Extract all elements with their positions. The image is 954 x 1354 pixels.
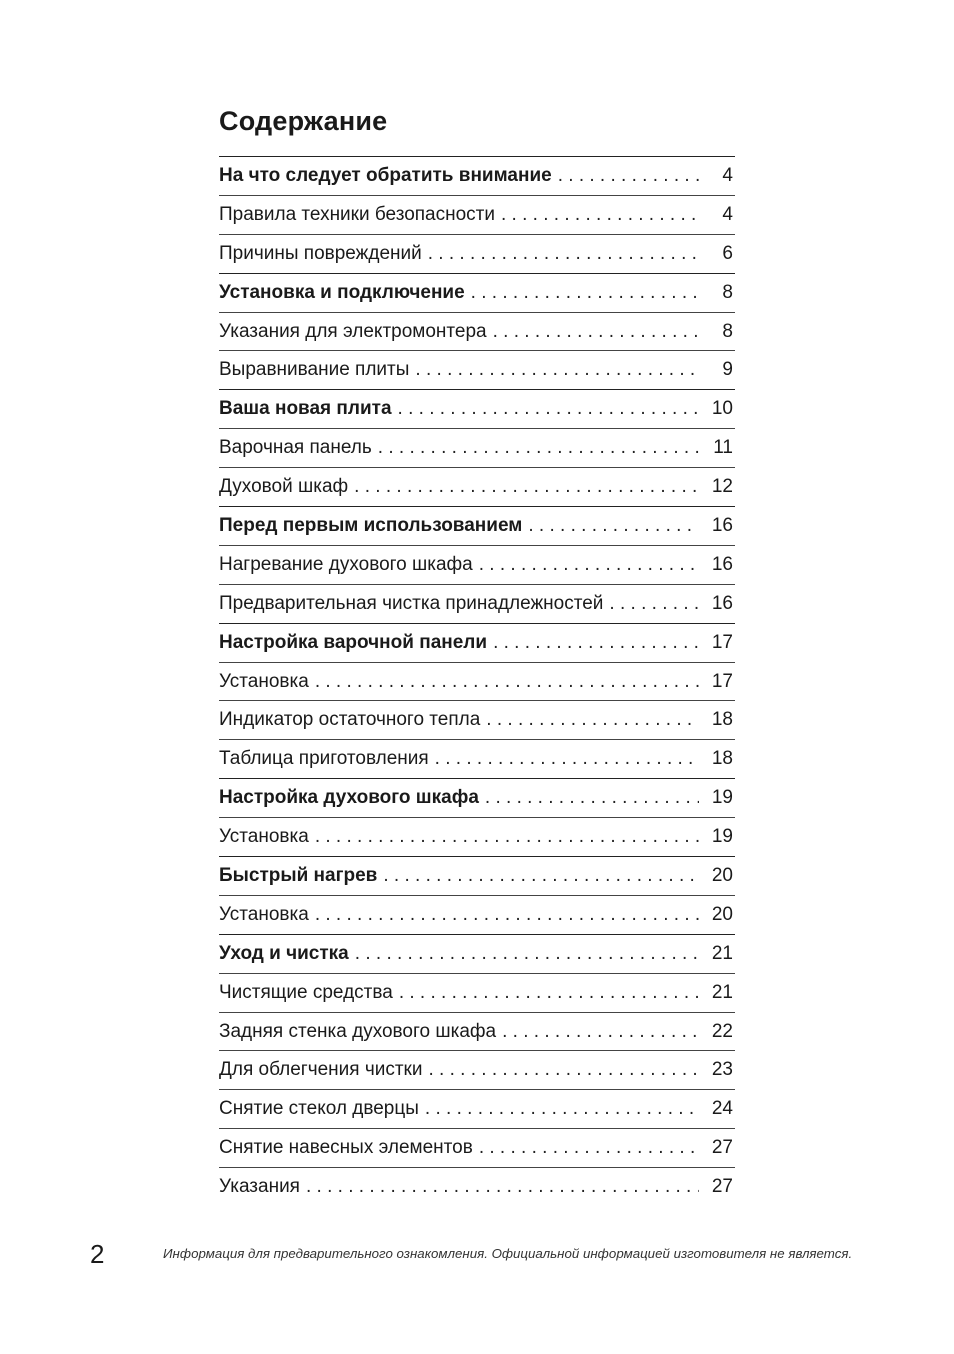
toc-entry-label: Указания для электромонтера bbox=[219, 320, 487, 342]
toc-leader-dots bbox=[528, 515, 699, 537]
toc-entry[interactable] bbox=[219, 739, 735, 778]
toc-entry-label: Предварительная чистка принадлежностей bbox=[219, 592, 604, 614]
toc-entry[interactable] bbox=[219, 623, 735, 662]
toc-entry-page: 11 bbox=[699, 437, 735, 459]
toc-leader-dots bbox=[398, 398, 699, 420]
toc-entry[interactable] bbox=[219, 895, 735, 934]
toc-entry-page: 21 bbox=[699, 943, 735, 965]
toc-entry-page: 20 bbox=[699, 904, 735, 926]
toc-leader-dots bbox=[493, 321, 699, 343]
footer-note: Информация для предварительного ознакомления. Официальной информацией изготовителя не является. bbox=[163, 1246, 853, 1261]
toc-entry-page: 16 bbox=[699, 515, 735, 537]
toc-entry[interactable] bbox=[219, 350, 735, 389]
toc-leader-dots bbox=[558, 165, 699, 187]
toc-leader-dots bbox=[435, 748, 699, 770]
toc-leader-dots bbox=[315, 904, 699, 926]
toc-entry[interactable] bbox=[219, 467, 735, 506]
toc-entry[interactable] bbox=[219, 506, 735, 545]
toc-entry-page: 10 bbox=[699, 398, 735, 420]
toc-entry[interactable] bbox=[219, 662, 735, 701]
toc-entry[interactable] bbox=[219, 1167, 735, 1206]
toc-entry-page: 24 bbox=[699, 1098, 735, 1120]
toc-leader-dots bbox=[315, 826, 699, 848]
toc-entry-label: Снятие навесных элементов bbox=[219, 1137, 473, 1159]
toc-entry-page: 4 bbox=[699, 165, 735, 187]
toc-entry-label: Установка bbox=[219, 903, 309, 925]
toc-entry-label: Установка и подключение bbox=[219, 281, 465, 303]
toc-entry-label: Причины повреждений bbox=[219, 242, 422, 264]
toc-entry-label: На что следует обратить внимание bbox=[219, 164, 552, 186]
toc-entry-page: 9 bbox=[699, 359, 735, 381]
toc-entry-page: 27 bbox=[699, 1137, 735, 1159]
toc-leader-dots bbox=[479, 554, 699, 576]
toc-entry-label: Варочная панель bbox=[219, 437, 372, 459]
toc-leader-dots bbox=[383, 865, 699, 887]
toc-entry-label: Задняя стенка духового шкафа bbox=[219, 1020, 497, 1042]
toc-entry-label: Выравнивание плиты bbox=[219, 359, 410, 381]
toc-entry[interactable] bbox=[219, 584, 735, 623]
toc-entry-page: 4 bbox=[699, 204, 735, 226]
toc-entry[interactable] bbox=[219, 817, 735, 856]
toc-entry-label: Правила техники безопасности bbox=[219, 203, 495, 225]
toc-leader-dots bbox=[399, 982, 699, 1004]
toc-leader-dots bbox=[609, 593, 699, 615]
toc-entry-page: 27 bbox=[699, 1176, 735, 1198]
toc-leader-dots bbox=[306, 1176, 699, 1198]
toc-entry[interactable] bbox=[219, 1128, 735, 1167]
toc-entry[interactable] bbox=[219, 195, 735, 234]
page-number: 2 bbox=[90, 1239, 105, 1269]
toc-leader-dots bbox=[485, 787, 699, 809]
toc-leader-dots bbox=[502, 1021, 699, 1043]
toc-entry-page: 16 bbox=[699, 593, 735, 615]
toc-entry-label: Установка bbox=[219, 670, 309, 692]
toc-leader-dots bbox=[493, 632, 699, 654]
toc-leader-dots bbox=[471, 282, 699, 304]
toc-leader-dots bbox=[378, 437, 699, 459]
toc-entry-page: 19 bbox=[699, 787, 735, 809]
toc-leader-dots bbox=[428, 243, 699, 265]
toc-entry-label: Быстрый нагрев bbox=[219, 864, 378, 886]
toc-entry[interactable] bbox=[219, 856, 735, 895]
toc-entry-page: 16 bbox=[699, 554, 735, 576]
toc-entry-page: 19 bbox=[699, 826, 735, 848]
toc-entry-page: 23 bbox=[699, 1059, 735, 1081]
toc-leader-dots bbox=[415, 359, 699, 381]
toc-leader-dots bbox=[425, 1098, 699, 1120]
toc-entry[interactable] bbox=[219, 934, 735, 973]
toc-entry[interactable] bbox=[219, 545, 735, 584]
toc-entry-page: 17 bbox=[699, 632, 735, 654]
toc-entry-label: Указания bbox=[219, 1176, 300, 1198]
toc-entry-label: Индикатор остаточного тепла bbox=[219, 709, 481, 731]
toc-entry[interactable] bbox=[219, 700, 735, 739]
toc-entry[interactable] bbox=[219, 389, 735, 428]
toc-entry[interactable] bbox=[219, 312, 735, 351]
toc-entry-page: 22 bbox=[699, 1021, 735, 1043]
toc-entry-page: 18 bbox=[699, 748, 735, 770]
toc-entry-page: 8 bbox=[699, 282, 735, 304]
toc-entry-label: Нагревание духового шкафа bbox=[219, 553, 473, 575]
toc-entry-label: Настройка духового шкафа bbox=[219, 787, 479, 809]
toc-leader-dots bbox=[354, 476, 699, 498]
toc-entry-label: Таблица приготовления bbox=[219, 748, 429, 770]
toc-entry-page: 6 bbox=[699, 243, 735, 265]
toc-entry[interactable] bbox=[219, 156, 735, 195]
toc-entry-page: 21 bbox=[699, 982, 735, 1004]
toc-entry-page: 8 bbox=[699, 321, 735, 343]
toc-leader-dots bbox=[479, 1137, 699, 1159]
toc-entry-label: Ваша новая плита bbox=[219, 398, 392, 420]
toc-entry-label: Духовой шкаф bbox=[219, 476, 349, 498]
toc-entry[interactable] bbox=[219, 1050, 735, 1089]
toc-entry[interactable] bbox=[219, 428, 735, 467]
toc-entry[interactable] bbox=[219, 778, 735, 817]
toc-entry[interactable] bbox=[219, 273, 735, 312]
toc-entry[interactable] bbox=[219, 973, 735, 1012]
toc-entry[interactable] bbox=[219, 234, 735, 273]
toc-entry-label: Для облегчения чистки bbox=[219, 1059, 423, 1081]
toc-leader-dots bbox=[355, 943, 699, 965]
toc-leader-dots bbox=[315, 671, 699, 693]
page-title: Содержание bbox=[219, 106, 388, 136]
toc-entry-label: Настройка варочной панели bbox=[219, 631, 488, 653]
toc-entry-page: 17 bbox=[699, 671, 735, 693]
toc-leader-dots bbox=[501, 204, 699, 226]
toc-entry-page: 12 bbox=[699, 476, 735, 498]
toc-entry-label: Установка bbox=[219, 826, 309, 848]
toc-entry-label: Чистящие средства bbox=[219, 981, 393, 1003]
toc-entry[interactable] bbox=[219, 1012, 735, 1051]
toc-entry[interactable] bbox=[219, 1089, 735, 1128]
toc-entry-page: 18 bbox=[699, 709, 735, 731]
toc-entry-label: Снятие стекол дверцы bbox=[219, 1098, 419, 1120]
toc-leader-dots bbox=[428, 1059, 699, 1081]
toc-leader-dots bbox=[486, 709, 699, 731]
toc-entry-label: Перед первым использованием bbox=[219, 514, 523, 536]
table-of-contents bbox=[219, 156, 735, 1206]
toc-entry-page: 20 bbox=[699, 865, 735, 887]
toc-entry-label: Уход и чистка bbox=[219, 942, 349, 964]
